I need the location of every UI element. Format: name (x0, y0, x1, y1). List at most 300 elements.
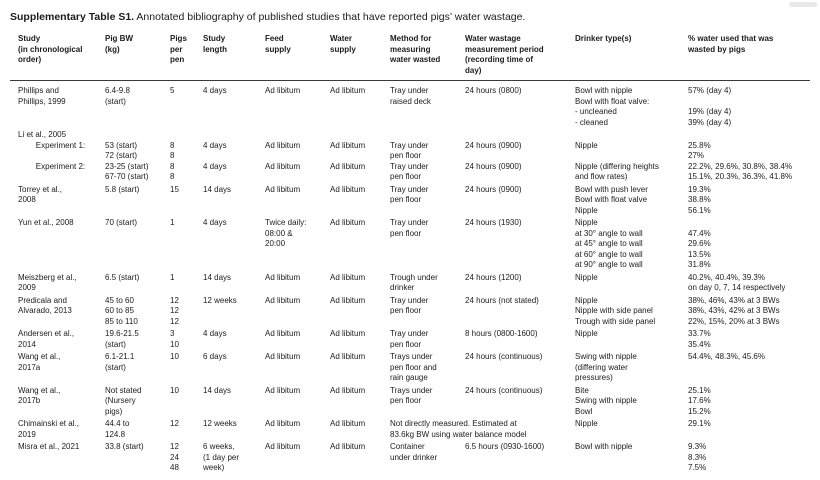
table-caption-label: Supplementary Table S1. (10, 11, 135, 23)
cell-line: 1 (170, 218, 175, 227)
cell-pct-wasted (688, 185, 810, 219)
cell-line: 23-25 (start) (105, 161, 149, 171)
cell-line: Ad libitum (265, 184, 301, 194)
cell-line: 6.1-21.1 (105, 352, 135, 361)
cell-method (390, 419, 575, 442)
cell-line: 15.1%, 20.3%, 36.3%, 41.8% (688, 172, 793, 181)
cell-drinker-type (688, 419, 810, 442)
cell-line: Ad libitum (265, 329, 301, 338)
cell-line: Tray under (390, 161, 429, 171)
cell-line: Not stated (105, 385, 142, 395)
cell-pig-bw (105, 81, 170, 131)
cell-line: Tray under (390, 184, 429, 194)
study-row-meiszberg-2009 (10, 273, 810, 296)
study-row-li-2005 (10, 130, 810, 185)
cell-line: 67-70 (start) (105, 172, 149, 181)
cell-method (390, 185, 465, 219)
cell-line (18, 151, 105, 162)
cell-drinker-type (575, 218, 688, 273)
cell-pig-bw (105, 386, 170, 420)
cell-pigs-per-pen (170, 419, 203, 442)
col-header-method (390, 34, 465, 81)
cell-line: 22.2%, 29.6%, 30.8%, 38.4% (688, 161, 793, 171)
table-caption-text: Annotated bibliography of published studies that have reported pigs’ water wastage. (134, 11, 526, 23)
cell-line: 14 days (203, 184, 232, 194)
header-line: length (203, 44, 227, 54)
cell-method (390, 329, 465, 352)
study-row-torrey-2008 (10, 185, 810, 219)
cell-measurement-period (465, 185, 575, 219)
cell-pct-wasted (688, 296, 810, 330)
cell-line: Ad libitum (330, 184, 366, 194)
cell-line: 14 days (203, 385, 232, 395)
cell-method (390, 273, 465, 296)
cell-line: 12 (170, 306, 179, 315)
cell-line (390, 130, 465, 141)
cell-line: 38%, 43%, 42% at 3 BWs (688, 306, 780, 315)
study-row-chimainski-2019 (10, 419, 810, 442)
header-line: supply (330, 44, 356, 54)
cell-line (688, 218, 810, 229)
cell-line: 2008 (18, 195, 36, 204)
cell-pigs-per-pen (170, 218, 203, 273)
cell-line: 24 hours (0900) (465, 140, 522, 150)
col-header-drinker-type (575, 34, 688, 81)
study-row-phillips-1999 (10, 81, 810, 131)
header-line: Drinker type(s) (575, 34, 632, 43)
cell-line: 25.8% (688, 140, 711, 150)
cell-measurement-period (575, 419, 688, 442)
cell-drinker-type (575, 185, 688, 219)
cell-line: Experiment 2: (18, 161, 86, 171)
cell-line: Nipple (575, 140, 598, 150)
cell-pig-bw (105, 273, 170, 296)
cell-study-length (203, 352, 265, 386)
cell-line: under drinker (390, 452, 438, 462)
cell-line: 25.1% (688, 385, 711, 395)
table-caption (10, 11, 525, 24)
cell-line: 35.4% (688, 339, 711, 349)
cell-line: (start) (105, 362, 126, 372)
cell-line: Ad libitum (265, 295, 301, 305)
cell-drinker-type (575, 352, 688, 386)
cell-line: 39% (day 4) (688, 117, 732, 127)
header-line: (recording time of (465, 55, 534, 64)
cell-line: Swing with nipple (575, 396, 637, 405)
study-row-yun-2008 (10, 218, 810, 273)
cell-pig-bw (105, 130, 170, 185)
cell-line: pen floor (390, 228, 422, 238)
cell-pigs-per-pen (170, 442, 203, 476)
cell-drinker-type (575, 296, 688, 330)
cell-pigs-per-pen (170, 81, 203, 131)
header-line: order) (18, 55, 42, 64)
cell-line: 24 hours (1200) (465, 272, 522, 282)
cell-line: Meiszberg et al., (18, 272, 77, 282)
cell-line: 12 (170, 442, 179, 451)
cell-line: Misra et al., 2021 (18, 442, 80, 451)
cell-line: Nipple (575, 272, 598, 282)
cell-line: 10 (170, 339, 179, 349)
cell-line: 19% (day 4) (688, 107, 732, 116)
cell-line: Ad libitum (330, 419, 366, 428)
cell-line: 2019 (18, 429, 36, 439)
header-line: pen (170, 55, 185, 64)
cell-study (10, 273, 105, 296)
cell-line: week) (203, 463, 225, 472)
cell-line: at 45° angle to wall (575, 239, 643, 248)
cell-line: 4 days (203, 161, 227, 171)
cell-water-supply (330, 81, 390, 131)
header-line: supply (265, 44, 291, 54)
cell-line: 44.4 to (105, 419, 130, 428)
cell-method (390, 296, 465, 330)
cell-line: Wang et al., (18, 352, 61, 361)
cell-line: Swing with nipple (575, 352, 637, 361)
cell-method (390, 218, 465, 273)
cell-line: Torrey et al., (18, 184, 63, 194)
cell-line (465, 151, 575, 162)
cell-line: 2009 (18, 283, 36, 292)
cell-line: at 60° angle to wall (575, 249, 643, 259)
cell-line: pressures) (575, 373, 613, 382)
cell-line: Ad libitum (265, 272, 301, 282)
cell-line: Twice daily: (265, 218, 307, 227)
study-row-predicala-alvarado-2013 (10, 296, 810, 330)
cell-feed-supply (265, 81, 330, 131)
cell-line: 24 hours (continuous) (465, 352, 543, 361)
cell-line: 5.8 (start) (105, 184, 140, 194)
header-line: % water used that was (688, 34, 774, 43)
cell-line: 4 days (203, 218, 227, 227)
cell-line: 24 hours (0900) (465, 161, 522, 171)
cell-line: 4 days (203, 329, 227, 338)
cell-line: Bowl with float valve (575, 195, 648, 204)
cell-line: 8 (170, 172, 175, 181)
cell-line: 08:00 & (265, 228, 293, 238)
cell-line: (differing water (575, 362, 628, 372)
header-line: Feed (265, 34, 284, 43)
cell-line: 15 (170, 184, 179, 194)
cell-line: 10 (170, 352, 179, 361)
cell-pigs-per-pen (170, 273, 203, 296)
cell-line: pen floor (390, 172, 422, 181)
cell-pigs-per-pen (170, 296, 203, 330)
cell-feed-supply (265, 352, 330, 386)
cell-line: (1 day per (203, 452, 240, 462)
cell-feed-supply (265, 130, 330, 185)
cell-pig-bw (105, 185, 170, 219)
cell-method (390, 352, 465, 386)
cell-line: 12 weeks (203, 295, 237, 305)
cell-line: 57% (day 4) (688, 86, 732, 95)
cell-line: Tray under (390, 329, 429, 338)
cell-line: 10 (170, 385, 179, 395)
cell-study-length (203, 273, 265, 296)
cell-line: 6.4-9.8 (105, 86, 130, 95)
cell-line: Ad libitum (330, 161, 366, 171)
cell-line: Ad libitum (330, 86, 366, 95)
cell-line: Ad libitum (265, 352, 301, 361)
cell-pig-bw (105, 352, 170, 386)
bibliography-table (10, 34, 810, 476)
cell-study-length (203, 419, 265, 442)
cell-line: 8 (170, 140, 175, 150)
col-header-study-length (203, 34, 265, 81)
cell-line (465, 130, 575, 141)
cell-line: Ad libitum (265, 419, 301, 428)
cell-line: Container (390, 442, 425, 451)
cell-line: Ad libitum (265, 86, 301, 95)
cell-pig-bw (105, 218, 170, 273)
cell-water-supply (330, 329, 390, 352)
cell-water-supply (330, 218, 390, 273)
cell-study-length (203, 185, 265, 219)
cell-study (10, 386, 105, 420)
cell-line: Li et al., 2005 (18, 130, 67, 139)
cell-line: 22%, 15%, 20% at 3 BWs (688, 316, 780, 326)
cell-line: 85 to 110 (105, 316, 138, 326)
cell-pig-bw (105, 296, 170, 330)
cell-drinker-type (575, 442, 688, 476)
cell-line: - uncleaned (575, 107, 617, 116)
study-row-wang-2017a (10, 352, 810, 386)
cell-drinker-type (575, 273, 688, 296)
cell-feed-supply (265, 329, 330, 352)
cell-line: rain gauge (390, 373, 428, 382)
cell-line: Nipple (575, 218, 598, 227)
cell-pct-wasted (688, 329, 810, 352)
col-header-water-supply (330, 34, 390, 81)
cell-line: Trough under (390, 272, 438, 282)
cell-line: 2017b (18, 396, 41, 405)
cell-line: 33.7% (688, 329, 711, 338)
cell-line: at 90° angle to wall (575, 260, 643, 269)
study-row-andersen-2014 (10, 329, 810, 352)
cell-pct-wasted (688, 218, 810, 273)
header-line: day) (465, 65, 482, 75)
cell-line: 19.3% (688, 184, 711, 194)
cell-water-supply (330, 419, 390, 442)
cell-line: 29.6% (688, 239, 711, 248)
cell-line: 14 days (203, 272, 232, 282)
cell-line: Ad libitum (330, 218, 366, 227)
cell-pigs-per-pen (170, 185, 203, 219)
header-line: Water (330, 34, 352, 43)
cell-line: 6.5 hours (0930-1600) (465, 442, 545, 451)
cell-line: Alvarado, 2013 (18, 306, 72, 315)
cell-line: pigs) (105, 406, 123, 416)
cell-line: 40.2%, 40.4%, 39.3% (688, 272, 765, 282)
cell-line: 70 (start) (105, 218, 138, 227)
cell-line: 33.8 (start) (105, 442, 144, 451)
cell-pig-bw (105, 329, 170, 352)
cell-line: Tray under (390, 218, 429, 227)
cell-line: Experiment 1: (18, 140, 86, 150)
cell-line: Andersen et al., (18, 329, 75, 338)
cell-line: 24 (170, 452, 179, 462)
cell-line: 6 weeks, (203, 442, 235, 451)
header-line: measurement period (465, 44, 544, 54)
cell-method (390, 386, 465, 420)
cell-line: 53 (start) (105, 140, 138, 150)
cell-line: Nipple (575, 419, 598, 428)
cell-line: Ad libitum (265, 442, 301, 451)
cell-line (265, 130, 330, 141)
cell-line (330, 130, 390, 141)
cell-line: Nipple (575, 295, 598, 305)
cell-method (390, 81, 465, 131)
cell-line: Ad libitum (330, 442, 366, 451)
cell-line: 38.8% (688, 195, 711, 204)
cell-study (10, 296, 105, 330)
cell-line: 12 (170, 316, 179, 326)
cell-line: 48 (170, 463, 179, 472)
cell-line: (start) (105, 96, 126, 106)
cell-study (10, 442, 105, 476)
cell-water-supply (330, 185, 390, 219)
cell-study-length (203, 130, 265, 185)
cell-line (575, 151, 688, 162)
cell-line: 2014 (18, 339, 36, 349)
cell-study (10, 218, 105, 273)
scrollbar-thumb[interactable] (789, 2, 817, 7)
header-line: (kg) (105, 44, 120, 54)
cell-line: Bowl with float valve: (575, 96, 650, 106)
cell-line: Ad libitum (265, 140, 301, 150)
col-header-measurement-period (465, 34, 575, 81)
cell-line: Bite (575, 385, 589, 395)
cell-measurement-period (465, 386, 575, 420)
cell-line: 12 (170, 419, 179, 428)
cell-measurement-period (465, 81, 575, 131)
cell-study-length (203, 81, 265, 131)
cell-line: Not directly measured. Estimated at (390, 419, 517, 428)
cell-line: pen floor (390, 306, 422, 315)
header-line: per (170, 44, 183, 54)
cell-line: 54.4%, 48.3%, 45.6% (688, 352, 765, 361)
cell-measurement-period (465, 296, 575, 330)
cell-line: Ad libitum (330, 352, 366, 361)
cell-line: 6.5 (start) (105, 272, 140, 282)
cell-study (10, 130, 105, 185)
cell-line (203, 151, 265, 162)
cell-line: 8 (170, 161, 175, 171)
cell-line: 6 days (203, 352, 227, 361)
cell-study-length (203, 386, 265, 420)
cell-line: 47.4% (688, 228, 711, 238)
cell-line: Tray under (390, 295, 429, 305)
cell-line: 24 hours (1930) (465, 218, 522, 227)
cell-line: 15.2% (688, 406, 711, 416)
header-line: (in chronological (18, 44, 83, 54)
cell-line: 5 (170, 86, 175, 95)
cell-line (688, 130, 810, 141)
cell-line: 12 (170, 295, 179, 305)
header-line: Study (18, 34, 41, 43)
cell-feed-supply (265, 296, 330, 330)
cell-line: Bowl with nipple (575, 442, 633, 451)
col-header-pigs-per-pen (170, 34, 203, 81)
cell-water-supply (330, 130, 390, 185)
cell-pct-wasted (688, 352, 810, 386)
cell-line: pen floor (390, 195, 422, 204)
col-header-pct-wasted (688, 34, 810, 81)
cell-line: Nipple with side panel (575, 306, 653, 315)
cell-line: 24 hours (0800) (465, 86, 522, 95)
cell-line (265, 151, 330, 162)
cell-line: Predicala and (18, 295, 67, 305)
cell-line: 24 hours (continuous) (465, 385, 543, 395)
cell-feed-supply (265, 386, 330, 420)
cell-line: Trays under (390, 385, 433, 395)
header-line: Water wastage (465, 34, 521, 43)
cell-line: pen floor (390, 396, 422, 405)
cell-line: Tray under (390, 86, 429, 95)
cell-line: 45 to 60 (105, 295, 134, 305)
cell-pig-bw (105, 419, 170, 442)
cell-line: Nipple (575, 329, 598, 338)
cell-line: 8 hours (0800-1600) (465, 329, 538, 338)
cell-line: and flow rates) (575, 172, 628, 181)
cell-line: Wang et al., (18, 385, 61, 395)
cell-line: Bowl (575, 406, 593, 416)
cell-measurement-period (465, 442, 575, 476)
cell-study (10, 419, 105, 442)
cell-line (575, 130, 688, 141)
cell-line: pen floor and (390, 362, 437, 372)
cell-line (203, 130, 265, 141)
cell-line (330, 151, 390, 162)
cell-line: Ad libitum (330, 329, 366, 338)
cell-line: 17.6% (688, 396, 711, 405)
cell-measurement-period (465, 273, 575, 296)
cell-line: 19.6-21.5 (105, 329, 139, 338)
cell-pigs-per-pen (170, 386, 203, 420)
cell-line: 8 (170, 151, 175, 160)
cell-line: at 30° angle to wall (575, 228, 643, 238)
cell-line: 20:00 (265, 239, 286, 248)
cell-line: Nipple (differing heights (575, 161, 659, 171)
cell-study (10, 185, 105, 219)
cell-line: (Nursery (105, 396, 136, 405)
cell-line: 2017a (18, 362, 41, 372)
cell-line: 12 weeks (203, 419, 237, 428)
cell-line: Ad libitum (265, 161, 301, 171)
cell-line: 13.5% (688, 249, 711, 259)
cell-measurement-period (465, 218, 575, 273)
header-line: wasted by pigs (688, 44, 746, 54)
cell-feed-supply (265, 273, 330, 296)
cell-line: 38%, 46%, 43% at 3 BWs (688, 295, 780, 305)
cell-line: 24 hours (not stated) (465, 295, 539, 305)
study-row-misra-2021 (10, 442, 810, 476)
cell-line: Phillips and (18, 86, 59, 95)
header-line: water wasted (390, 55, 441, 64)
cell-pct-wasted (688, 442, 810, 476)
cell-line: Ad libitum (330, 295, 366, 305)
cell-pct-wasted (688, 81, 810, 131)
cell-drinker-type (575, 386, 688, 420)
cell-feed-supply (265, 185, 330, 219)
cell-drinker-type (575, 130, 688, 185)
cell-line: 9.3% (688, 442, 707, 451)
cell-line: raised deck (390, 96, 431, 106)
cell-line: Trays under (390, 352, 433, 361)
cell-line: - cleaned (575, 117, 608, 127)
cell-line: Ad libitum (330, 140, 366, 150)
cell-pigs-per-pen (170, 352, 203, 386)
